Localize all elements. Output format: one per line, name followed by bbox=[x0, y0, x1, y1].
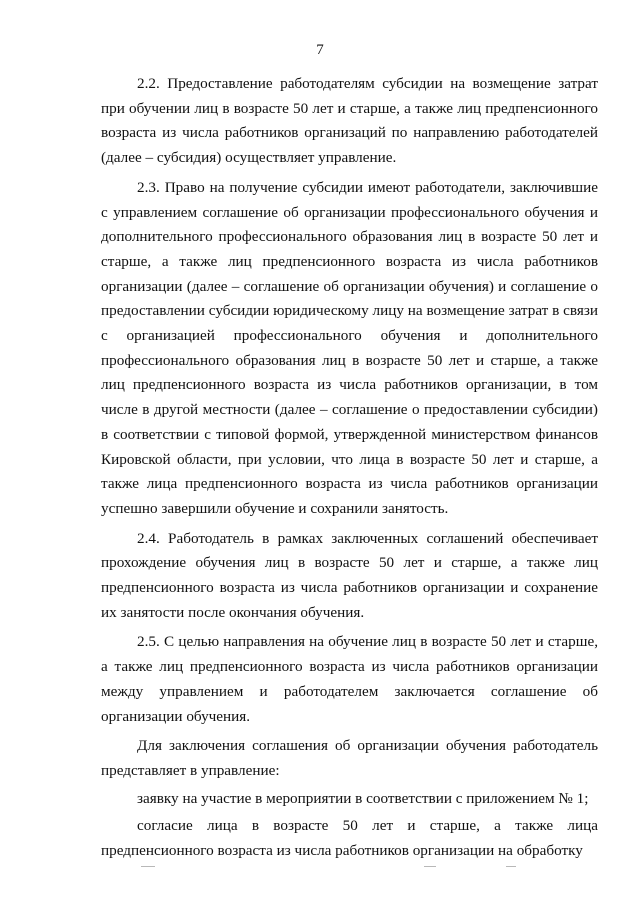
paragraph-requirements-intro: Для заключения соглашения об организации обучения работодатель представляет в управление: bbox=[101, 737, 598, 779]
scan-mark-right bbox=[506, 866, 516, 867]
scan-mark-center bbox=[424, 866, 436, 867]
paragraph-2-2: 2.2. Предоставление работодателям субсидии на возмещение затрат при обучении лиц в возрасте 50 лет и старше, а также лиц предпенсионного возраста из числа работников организаций по направлению работодателей (далее – субсидия) осуществляет управление. bbox=[101, 75, 598, 167]
paragraph-2-3: 2.3. Право на получение субсидии имеют работодатели, заключившие с управлением соглашение об организации профессионального обучения и дополнительного профессионального образования лиц в возрасте 50 лет и старше, а также лиц предпенсионного возраста из числа работников организации (далее – соглашение об организации обучения) и соглашение о предоставлении субсидии юридическому лицу на возмещение затрат в связи с организацией профессионального обучения и дополнительного профессионального образования лиц в возрасте 50 лет и старше, а также лиц предпенсионного возраста из числа работников организации, в том числе в другой местности (далее – соглашение о предоставлении субсидии) в соответствии с типовой формой, утвержденной министерством финансов Кировской области, при условии, что лица в возрасте 50 лет и старше, а также лица предпенсионного возраста из числа работников организации успешно завершили обучение и сохранили занятость. bbox=[101, 178, 598, 517]
scan-mark-left bbox=[141, 866, 155, 867]
page-number: 7 bbox=[316, 42, 324, 58]
list-item-consent: согласие лица в возрасте 50 лет и старше, а также лица предпенсионного возраста из числа работников организации на обработку bbox=[101, 817, 598, 860]
paragraph-2-5: 2.5. С целью направления на обучение лиц в возрасте 50 лет и старше, а также лиц предпенсионного возраста из числа работников организации между управлением и работодателем заключается соглашение об организации обучения. bbox=[101, 633, 598, 725]
document-body bbox=[101, 72, 598, 864]
list-item-application: заявку на участие в мероприятии в соответствии с приложением № 1; bbox=[137, 789, 589, 807]
paragraph-2-4: 2.4. Работодатель в рамках заключенных соглашений обеспечивает прохождение обучения лиц в возрасте 50 лет и старше, а также лиц предпенсионного возраста из числа работников организации и сохранение их занятости после окончания обучения. bbox=[101, 529, 598, 621]
